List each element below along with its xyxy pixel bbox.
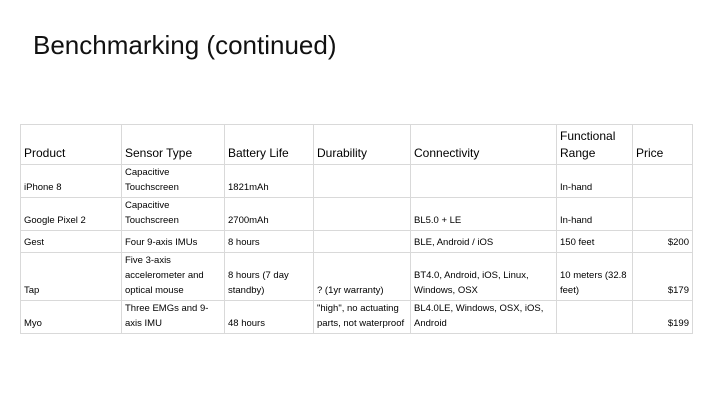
cell-battery-life: 8 hours	[225, 231, 314, 253]
benchmark-table	[20, 124, 693, 334]
table-row	[21, 301, 693, 334]
cell-price	[633, 165, 693, 198]
cell-product: Tap	[21, 253, 122, 301]
slide-title: Benchmarking (continued)	[33, 30, 337, 60]
cell-functional-range: 10 meters (32.8 feet)	[557, 253, 633, 301]
cell-sensor-type: Three EMGs and 9-axis IMU	[122, 301, 225, 334]
cell-product: Google Pixel 2	[21, 198, 122, 231]
cell-connectivity: BLE, Android / iOS	[411, 231, 557, 253]
table-header-row	[21, 125, 693, 165]
cell-functional-range: In-hand	[557, 165, 633, 198]
cell-connectivity: BT4.0, Android, iOS, Linux, Windows, OSX	[411, 253, 557, 301]
header-durability: Durability	[314, 125, 411, 165]
header-connectivity: Connectivity	[411, 125, 557, 165]
cell-connectivity: BL5.0 + LE	[411, 198, 557, 231]
header-price: Price	[633, 125, 693, 165]
cell-functional-range: 150 feet	[557, 231, 633, 253]
cell-price: $199	[633, 301, 693, 334]
table-row	[21, 198, 693, 231]
cell-functional-range: In-hand	[557, 198, 633, 231]
cell-product: Myo	[21, 301, 122, 334]
table-row	[21, 165, 693, 198]
cell-durability: ? (1yr warranty)	[314, 253, 411, 301]
cell-functional-range	[557, 301, 633, 334]
cell-price: $179	[633, 253, 693, 301]
cell-durability: "high", no actuating parts, not waterproof	[314, 301, 411, 334]
cell-price: $200	[633, 231, 693, 253]
cell-durability	[314, 198, 411, 231]
cell-durability	[314, 231, 411, 253]
cell-price	[633, 198, 693, 231]
header-product: Product	[21, 125, 122, 165]
table-row	[21, 231, 693, 253]
cell-product: Gest	[21, 231, 122, 253]
cell-battery-life: 1821mAh	[225, 165, 314, 198]
cell-battery-life: 48 hours	[225, 301, 314, 334]
cell-battery-life: 2700mAh	[225, 198, 314, 231]
cell-product: iPhone 8	[21, 165, 122, 198]
cell-battery-life: 8 hours (7 day standby)	[225, 253, 314, 301]
header-sensor-type: Sensor Type	[122, 125, 225, 165]
header-battery-life: Battery Life	[225, 125, 314, 165]
cell-durability	[314, 165, 411, 198]
cell-sensor-type: Capacitive Touchscreen	[122, 198, 225, 231]
table-row	[21, 253, 693, 301]
cell-sensor-type: Five 3-axis accelerometer and optical mouse	[122, 253, 225, 301]
cell-connectivity	[411, 165, 557, 198]
cell-sensor-type: Capacitive Touchscreen	[122, 165, 225, 198]
cell-connectivity: BL4.0LE, Windows, OSX, iOS, Android	[411, 301, 557, 334]
header-functional-range: Functional Range	[557, 125, 633, 165]
cell-sensor-type: Four 9-axis IMUs	[122, 231, 225, 253]
